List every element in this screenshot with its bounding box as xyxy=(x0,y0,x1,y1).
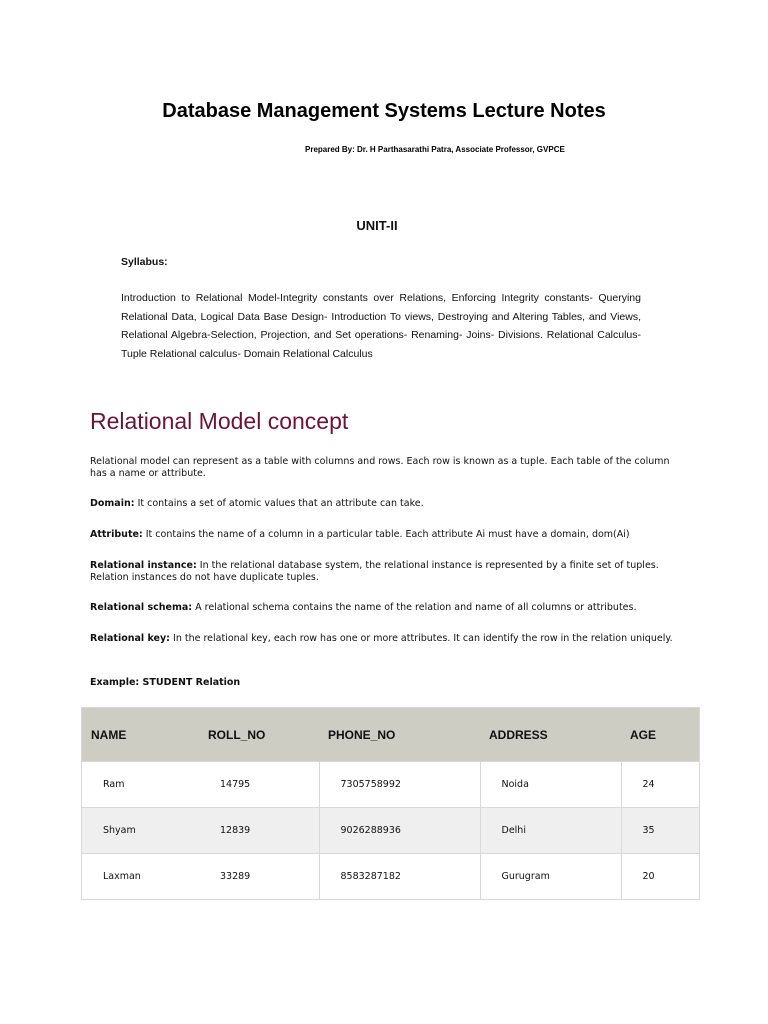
cell-name: Ram xyxy=(82,762,200,808)
cell-name: Shyam xyxy=(82,808,200,854)
column-header-phone-no: PHONE_NO xyxy=(319,708,480,762)
table-header-row xyxy=(82,708,700,762)
cell-roll-no: 14795 xyxy=(199,762,319,808)
cell-address: Delhi xyxy=(480,808,621,854)
cell-address: Noida xyxy=(480,762,621,808)
definition-text: In the relational key, each row has one or more attributes. It can identify the row in the relation uniquely. xyxy=(170,633,673,644)
definition-term: Domain: xyxy=(90,498,135,509)
definition-text: It contains the name of a column in a particular table. Each attribute Ai must have a domain, dom(Ai) xyxy=(142,529,630,540)
definition-relational-schema xyxy=(90,602,680,614)
student-table xyxy=(81,707,700,900)
cell-roll-no: 33289 xyxy=(199,854,319,900)
cell-phone-no: 7305758992 xyxy=(319,762,480,808)
prepared-by: Prepared By: Dr. H Parthasarathi Patra, Associate Professor, GVPCE xyxy=(305,145,565,154)
intro-paragraph: Relational model can represent as a table with columns and rows. Each row is known as a tuple. Each table of the column has a name or attribute. xyxy=(90,456,670,479)
cell-age: 35 xyxy=(621,808,700,854)
cell-address: Gurugram xyxy=(480,854,621,900)
cell-name: Laxman xyxy=(82,854,200,900)
definition-domain xyxy=(90,498,680,510)
cell-roll-no: 12839 xyxy=(199,808,319,854)
syllabus-label: Syllabus: xyxy=(121,256,168,268)
table-row xyxy=(82,808,700,854)
cell-age: 20 xyxy=(621,854,700,900)
definition-text: A relational schema contains the name of the relation and name of all columns or attributes. xyxy=(192,602,637,613)
definition-text: It contains a set of atomic values that an attribute can take. xyxy=(134,498,424,509)
cell-phone-no: 8583287182 xyxy=(319,854,480,900)
column-header-name: NAME xyxy=(82,708,200,762)
definition-term: Relational key: xyxy=(90,633,170,644)
document-title: Database Management Systems Lecture Notes xyxy=(162,100,606,122)
unit-heading: UNIT-II xyxy=(356,218,398,233)
column-header-roll-no: ROLL_NO xyxy=(199,708,319,762)
table-row xyxy=(82,854,700,900)
cell-phone-no: 9026288936 xyxy=(319,808,480,854)
column-header-age: AGE xyxy=(621,708,700,762)
definition-attribute xyxy=(90,529,680,541)
table-row xyxy=(82,762,700,808)
definition-term: Relational schema: xyxy=(90,602,193,613)
definition-text: In the relational database system, the relational instance is represented by a finite set of tuples. Relation instances do not have duplicate tuples. xyxy=(90,560,659,583)
definition-relational-key xyxy=(90,633,680,645)
definition-term: Relational instance: xyxy=(90,560,197,571)
column-header-address: ADDRESS xyxy=(480,708,621,762)
syllabus-text: Introduction to Relational Model-Integrity constants over Relations, Enforcing Integrity constants- Querying Relational Data, Logical Data Base Design- Introduction To views, Destroying and Altering Tables, and Views, Relational Algebra-Selection, Projection, and Set operations- Renaming- Joins- Divisions. Relational Calculus- Tuple Relational calculus- Domain Relational Calculus xyxy=(121,292,641,360)
example-label: Example: STUDENT Relation xyxy=(90,677,241,688)
cell-age: 24 xyxy=(621,762,700,808)
definition-relational-instance xyxy=(90,560,680,584)
definition-term: Attribute: xyxy=(90,529,143,540)
section-heading: Relational Model concept xyxy=(90,408,349,434)
